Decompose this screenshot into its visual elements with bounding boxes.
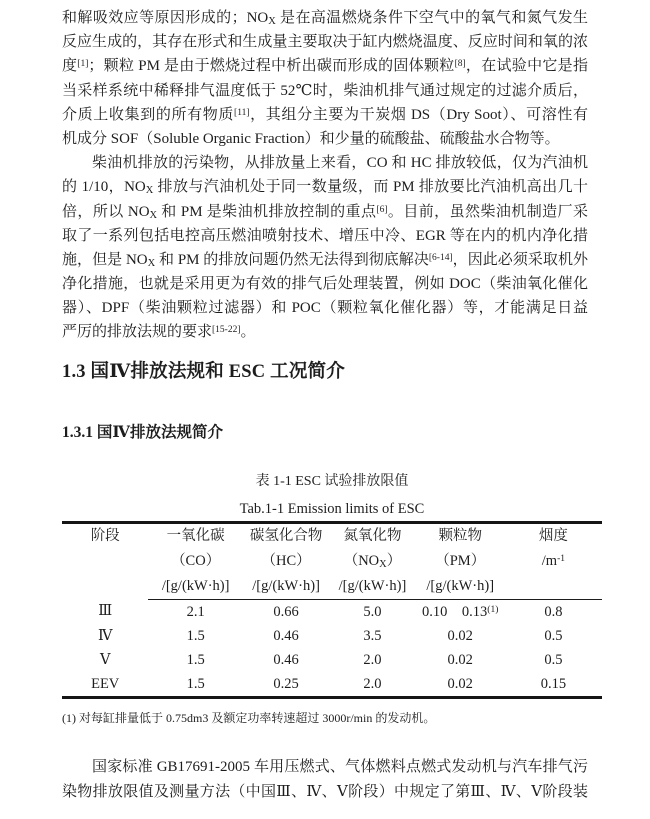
superscript: [6-14] xyxy=(428,252,453,263)
table-header-line: 一氧化碳 xyxy=(166,527,225,544)
table-header-line: /[g/(kW·h)] xyxy=(252,577,320,594)
text-line: 机成分 SOF（Soluble Organic Fraction）和少量的硫酸盐、硫酸盐水合物等。 xyxy=(62,130,560,147)
table-header-cell xyxy=(243,522,329,599)
table-cell: 1.5 xyxy=(186,651,205,668)
table-cell: EEV xyxy=(91,675,120,692)
table-cell: 0.25 xyxy=(273,675,299,692)
table-caption-zh: 表 1-1 ESC 试验排放限值 xyxy=(255,473,409,489)
text-line: 反应生成的，其存在形式和生成量主要取决于缸内燃烧温度、反应时间和氧的浓 xyxy=(62,34,588,51)
text-line: 倍，所以 $NO_X$ 和 PM 是柴油机排放控制的重点[6]。目前，虽然柴油机制造厂采 xyxy=(62,203,588,221)
subscript: X xyxy=(149,209,158,221)
superscript: [11] xyxy=(234,107,250,118)
text-line: 度[1]；颗粒 PM 是由于燃烧过程中析出碳而形成的固体颗粒[8]，在试验中它是指 xyxy=(62,58,588,75)
superscript: [15-22] xyxy=(212,325,241,336)
table-cell: 3.5 xyxy=(363,627,382,644)
table-cell: 0.5 xyxy=(544,627,563,644)
table-cell: 0.02 xyxy=(447,675,473,692)
table-header-line: （HC） xyxy=(261,552,311,569)
table-row xyxy=(62,599,602,624)
table-header-cell xyxy=(62,522,148,599)
text-line: 的 1/10，$NO_X$ 排放与汽油机处于同一数量级，而 PM 排放要比汽油机高出几十 xyxy=(62,179,588,197)
subscript: X xyxy=(147,257,156,269)
emission-limits-table-header xyxy=(62,522,602,599)
text-line: 施，但是 $NO_X$ 和 PM 的排放问题仍然无法得到彻底解决[6-14]，因此必须采取机外 xyxy=(62,251,588,269)
table-header-line: （CO） xyxy=(171,552,221,569)
table-cell: 1.5 xyxy=(186,627,205,644)
text-line: 染物排放限值及测量方法（中国Ⅲ、Ⅳ、Ⅴ阶段）中规定了第Ⅲ、Ⅳ、Ⅴ阶段装 xyxy=(62,783,588,800)
intro-paragraphs xyxy=(62,6,602,345)
table-footnote: (1) 对每缸排量低于 0.75dm3 及额定功率转速超过 3000r/min 的发动机。 xyxy=(62,710,436,725)
table-header-cell xyxy=(329,522,415,599)
table-row xyxy=(62,672,602,698)
text-line: 净化措施，也就是采用更为有效的排气后处理装置，例如 DOC（柴油氧化催化 xyxy=(62,276,588,293)
table-cell: 0.8 xyxy=(544,603,563,620)
table-cell: 2.0 xyxy=(363,675,382,692)
closing-paragraph xyxy=(62,755,602,805)
table-cell: 0.10 0.13$^{(1)}$ xyxy=(422,603,499,620)
text-line: 国家标准 GB17691-2005 车用压燃式、气体燃料点燃式发动机与汽车排气污 xyxy=(92,758,588,775)
subscript: X xyxy=(145,185,154,197)
emission-limits-table-body xyxy=(62,599,602,697)
table-cell: Ⅲ xyxy=(98,603,113,620)
table-cell: Ⅳ xyxy=(97,627,113,644)
text-line: 和解吸效应等原因形成的；$NO_X$ 是在高温燃烧条件下空气中的氧气和氮气发生 xyxy=(62,10,588,27)
superscript: [1] xyxy=(77,59,89,70)
table-cell: 2.1 xyxy=(186,603,205,620)
text-line: 介质上收集到的所有物质[11]，其组分主要为干炭烟 DS（Dry Soot）、可溶性有 xyxy=(62,106,588,123)
subsection-heading: 1.3.1 国Ⅳ排放法规简介 xyxy=(62,423,223,441)
table-row xyxy=(62,648,602,672)
table-header-line: $/m^{-1}$ xyxy=(541,552,565,569)
table-header-line: 颗粒物 xyxy=(438,527,482,544)
superscript: -1 xyxy=(557,553,565,564)
table-cell: 0.46 xyxy=(273,651,299,668)
text-line: 柴油机排放的污染物，从排放量上来看，CO 和 HC 排放较低，仅为汽油机 xyxy=(92,155,588,172)
table-header-cell xyxy=(148,522,243,599)
table-header-line: /[g/(kW·h)] xyxy=(161,577,230,594)
table-header-line: 阶段 xyxy=(90,527,120,544)
table-cell: 0.02 xyxy=(447,627,473,644)
table-header-line: （PM） xyxy=(435,552,486,569)
table-header-cell xyxy=(505,522,602,599)
table-header-line: /[g/(kW·h)] xyxy=(426,577,495,594)
table-header-cell xyxy=(416,522,505,599)
table-cell: 5.0 xyxy=(363,603,382,620)
superscript: [6] xyxy=(376,204,388,215)
table-cell: 0.02 xyxy=(447,651,473,668)
section-heading: 1.3 国Ⅳ排放法规和 ESC 工况简介 xyxy=(62,361,345,382)
text-line: 取了一系列包括电控高压燃油喷射技术、增压中冷、EGR 等在内的机内净化措 xyxy=(62,227,588,244)
table-cell: 0.15 xyxy=(540,675,567,692)
table-row xyxy=(62,624,602,648)
superscript: [8] xyxy=(454,59,466,70)
subscript: X xyxy=(379,558,387,570)
subscript: X xyxy=(268,16,276,27)
table-header-line: 氮氧化物 xyxy=(343,527,402,544)
table-header-line: 碳氢化合物 xyxy=(249,527,323,544)
table-header-line: /[g/(kW·h)] xyxy=(338,577,407,594)
emission-limits-table xyxy=(62,521,602,699)
text-line: 器）、DPF（柴油颗粒过滤器）和 POC（颗粒氧化催化器）等，才能满足日益 xyxy=(62,300,588,317)
table-caption-en: Tab.1-1 Emission limits of ESC xyxy=(239,500,425,517)
table-header-line: $(NO_X)$ xyxy=(343,552,402,570)
table-cell: 0.5 xyxy=(544,651,563,668)
table-cell: Ⅴ xyxy=(99,651,111,668)
table-cell: 0.66 xyxy=(273,603,299,620)
table-cell: 0.46 xyxy=(273,627,299,644)
text-line: 严厉的排放法规的要求[15-22]。 xyxy=(62,324,256,341)
text-line: 当采样系统中稀释排气温度低于 52℃时，柴油机排气通过规定的过滤介质后， xyxy=(62,82,588,99)
table-header-line: 烟度 xyxy=(538,527,568,544)
superscript: (1) xyxy=(487,604,499,615)
table-cell: 1.5 xyxy=(186,675,205,692)
table-cell: 2.0 xyxy=(363,651,382,668)
